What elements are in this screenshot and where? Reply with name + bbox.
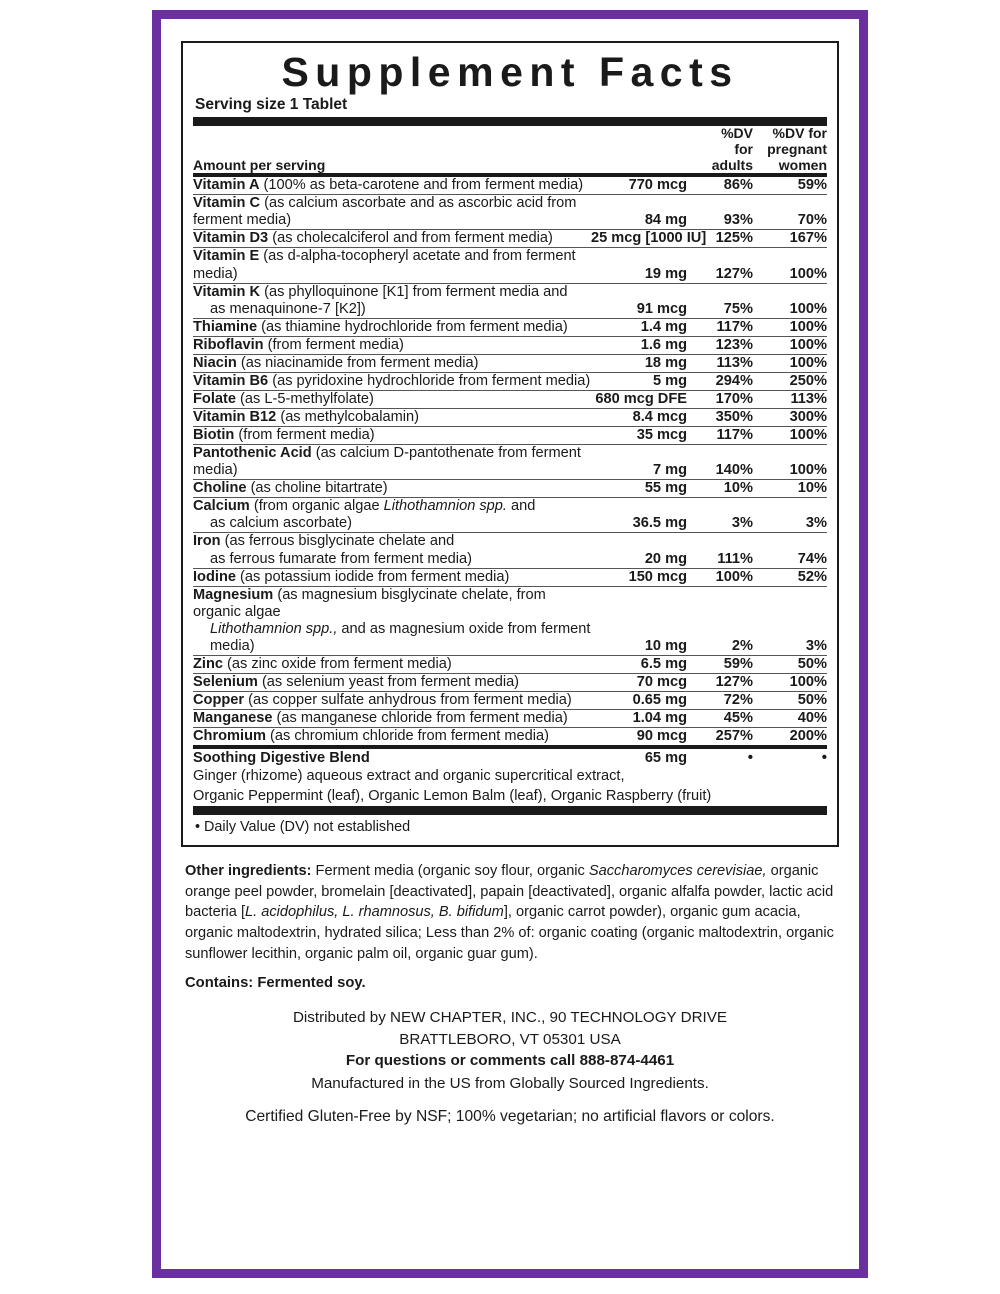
nutrient-dv-pregnant: 59% xyxy=(797,177,827,194)
questions-phone: For questions or comments call 888-874-4461 xyxy=(345,1052,675,1070)
table-row xyxy=(193,427,827,445)
nutrient-name: Magnesium xyxy=(193,586,274,603)
blend-amount: 65 mg xyxy=(644,749,687,766)
nutrient-dv-adults: 123% xyxy=(687,336,753,354)
nutrient-cell xyxy=(193,248,591,283)
nutrient-dv-adults: 86% xyxy=(723,177,753,194)
nutrient-dv-pregnant: 50% xyxy=(753,692,827,710)
distributor-info xyxy=(181,1007,839,1072)
nutrient-cell xyxy=(193,533,591,568)
nutrient-description: (as calcium D-pantothenate from ferment media) xyxy=(193,445,581,479)
nutrient-cell xyxy=(193,336,591,354)
table-row xyxy=(193,354,827,372)
dv-pregnant-line2: pregnant xyxy=(767,140,827,157)
nutrient-description: (as magnesium bisglycinate chelate, from organic algae xyxy=(193,586,546,620)
blend-table xyxy=(193,749,827,806)
table-row xyxy=(193,372,827,390)
nutrient-description: (as potassium iodide from ferment media) xyxy=(235,568,510,585)
dv-pregnant-header xyxy=(753,126,827,173)
nutrient-amount: 18 mg xyxy=(591,354,687,372)
nutrient-name: Iron xyxy=(193,533,221,550)
table-row xyxy=(193,586,827,655)
nutrient-dv-adults: 59% xyxy=(687,655,753,673)
amount-per-serving-header: Amount per serving xyxy=(193,156,326,173)
table-row xyxy=(193,409,827,427)
serving-size-label: Serving size 1 Tablet xyxy=(195,95,348,113)
nutrient-cell xyxy=(193,728,591,746)
table-row xyxy=(193,336,827,354)
nutrient-cell xyxy=(193,372,591,390)
nutrient-dv-adults: 140% xyxy=(687,445,753,480)
table-row xyxy=(193,533,827,568)
nutrient-dv-pregnant: 40% xyxy=(753,710,827,728)
nutrient-dv-pregnant: 74% xyxy=(753,533,827,568)
nutrient-dv-adults: 117% xyxy=(687,427,753,445)
certified-statement: Certified Gluten-Free by NSF; 100% vegetarian; no artificial flavors or colors. xyxy=(245,1107,775,1125)
nutrient-dv-adults: 170% xyxy=(687,390,753,408)
nutrient-description: (as chromium chloride from ferment media) xyxy=(265,728,550,745)
nutrient-description: (as calcium ascorbate and as ascorbic acid from ferment media) xyxy=(193,195,577,229)
nutrient-amount: 19 mg xyxy=(591,248,687,283)
other-ingredients-text-1: Ferment media (organic soy flour, organic xyxy=(311,863,589,880)
nutrient-amount: 25 mcg [1000 IU] xyxy=(591,230,707,247)
table-row xyxy=(193,480,827,498)
table-row xyxy=(193,283,827,318)
nutrient-cell xyxy=(193,390,591,408)
nutrient-dv-adults: 127% xyxy=(687,673,753,691)
nutrient-name: Calcium xyxy=(193,498,250,515)
nutrient-amount: 84 mg xyxy=(591,195,687,230)
nutrient-name: Thiamine xyxy=(193,318,258,335)
nutrient-name: Choline xyxy=(193,480,247,497)
nutrient-dv-pregnant: 100% xyxy=(753,318,827,336)
nutrient-description: (as choline bitartrate) xyxy=(246,480,388,497)
table-row xyxy=(193,673,827,691)
nutrient-cell xyxy=(193,230,591,248)
nutrient-name: Pantothenic Acid xyxy=(193,445,312,462)
nutrient-amount: 770 mcg xyxy=(628,177,687,194)
nutrient-dv-adults: 111% xyxy=(687,533,753,568)
nutrient-cell xyxy=(193,568,591,586)
nutrient-dv-pregnant: 3% xyxy=(753,498,827,533)
nutrient-name: Zinc xyxy=(193,655,223,672)
nutrient-amount: 1.4 mg xyxy=(591,318,687,336)
nutrient-description-line2: as calcium ascorbate) xyxy=(210,515,352,532)
nutrient-description: (from ferment media) xyxy=(234,427,375,444)
nutrient-description-line2: Lithothamnion spp., and as magnesium oxide from ferment media) xyxy=(210,620,591,654)
nutrient-amount: 90 mcg xyxy=(591,728,687,746)
nutrient-dv-pregnant: 300% xyxy=(753,409,827,427)
nutrient-cell xyxy=(193,445,591,480)
nutrient-description: (as selenium yeast from ferment media) xyxy=(257,673,520,690)
nutrient-description: (as ferrous bisglycinate chelate and xyxy=(220,533,455,550)
nutrient-dv-pregnant: 250% xyxy=(753,372,827,390)
other-ingredients-label: Other ingredients: xyxy=(185,863,312,880)
nutrient-name: Chromium xyxy=(193,728,266,745)
nutrient-dv-adults: 2% xyxy=(687,586,753,655)
nutrient-amount: 0.65 mg xyxy=(591,692,687,710)
nutrient-rows-table xyxy=(193,177,827,745)
nutrient-description: (from organic algae Lithothamnion spp. and xyxy=(249,498,536,515)
nutrient-amount: 150 mcg xyxy=(591,568,687,586)
table-row xyxy=(193,655,827,673)
nutrient-name: Biotin xyxy=(193,427,235,444)
blend-item-line1: Ginger (rhizome) aqueous extract and organic supercritical extract, xyxy=(193,768,625,785)
nutrient-amount: 1.04 mg xyxy=(591,710,687,728)
nutrient-description: (as methylcobalamin) xyxy=(276,409,420,426)
nutrient-description: (as thiamine hydrochloride from ferment media) xyxy=(257,318,568,335)
nutrient-dv-pregnant: 100% xyxy=(753,427,827,445)
nutrient-name: Vitamin D3 xyxy=(193,230,269,247)
nutrient-dv-pregnant: 100% xyxy=(753,283,827,318)
nutrient-cell xyxy=(193,480,591,498)
nutrient-cell xyxy=(193,710,591,728)
nutrient-amount: 36.5 mg xyxy=(591,498,687,533)
nutrient-description-line2: as ferrous fumarate from ferment media) xyxy=(210,550,472,567)
nutrient-amount: 8.4 mcg xyxy=(591,409,687,427)
table-row xyxy=(193,318,827,336)
table-row xyxy=(193,692,827,710)
supplement-facts-panel xyxy=(181,41,839,847)
nutrient-cell xyxy=(193,354,591,372)
distributor-line1: Distributed by NEW CHAPTER, INC., 90 TECHNOLOGY DRIVE xyxy=(292,1009,728,1027)
nutrient-dv-pregnant: 200% xyxy=(753,728,827,746)
nutrient-dv-adults: 350% xyxy=(687,409,753,427)
nutrient-dv-pregnant: 113% xyxy=(753,390,827,408)
nutrient-name: Vitamin E xyxy=(193,248,260,265)
nutrient-description: (as copper sulfate anhydrous from ferment media) xyxy=(244,692,572,709)
nutrient-name: Copper xyxy=(193,692,245,709)
nutrient-description: (as phylloquinone [K1] from ferment media and xyxy=(260,283,568,300)
dv-pregnant-line3: women xyxy=(778,156,827,173)
nutrient-cell xyxy=(193,673,591,691)
table-row xyxy=(193,728,827,746)
nutrient-dv-pregnant: 50% xyxy=(753,655,827,673)
dv-adults-line1: %DV xyxy=(721,125,753,142)
page-title: Supplement Facts xyxy=(281,49,739,95)
nutrient-dv-pregnant: 10% xyxy=(753,480,827,498)
nutrient-amount: 70 mcg xyxy=(591,673,687,691)
nutrient-dv-pregnant: 52% xyxy=(753,568,827,586)
nutrient-description: (100% as beta-carotene and from ferment media) xyxy=(259,177,584,194)
nutrient-name: Vitamin K xyxy=(193,283,261,300)
nutrient-dv-adults: 125% xyxy=(687,230,753,248)
nutrient-cell xyxy=(193,318,591,336)
distributor-line2: BRATTLEBORO, VT 05301 USA xyxy=(399,1030,621,1048)
blend-items-row xyxy=(193,767,827,806)
nutrient-dv-pregnant: 3% xyxy=(753,586,827,655)
blend-item-line2: Organic Peppermint (leaf), Organic Lemon Balm (leaf), Organic Raspberry (fruit) xyxy=(193,787,712,804)
label-content-area xyxy=(161,19,859,1269)
other-ingredients-text-3: ], organic carrot powder), organic gum acacia, organic maltodextrin, hydrated silica; Less than 2% of: organic coating (organic maltodextrin, organic sunflower lecithin, organic palm oil, organic guar gum). xyxy=(185,904,834,962)
purple-border-frame xyxy=(152,10,868,1278)
dv-adults-header xyxy=(687,126,753,173)
nutrient-dv-adults: 10% xyxy=(687,480,753,498)
nutrient-cell xyxy=(193,427,591,445)
nutrient-cell xyxy=(193,177,591,195)
nutrient-cell xyxy=(193,655,591,673)
nutrient-cell xyxy=(193,498,591,533)
nutrient-dv-adults: 45% xyxy=(687,710,753,728)
nutrient-dv-adults: 294% xyxy=(687,372,753,390)
nutrient-description-line2: as menaquinone-7 [K2]) xyxy=(210,300,366,317)
nutrient-amount: 5 mg xyxy=(591,372,687,390)
blend-row xyxy=(193,749,827,767)
table-row xyxy=(193,390,827,408)
table-row xyxy=(193,230,827,248)
nutrient-description: (as manganese chloride from ferment media) xyxy=(272,710,568,727)
nutrient-description: (as zinc oxide from ferment media) xyxy=(223,655,452,672)
table-header-row xyxy=(193,126,827,173)
nutrient-name: Vitamin C xyxy=(193,195,261,212)
table-row xyxy=(193,498,827,533)
nutrient-amount: 35 mcg xyxy=(591,427,687,445)
nutrient-name: Vitamin B6 xyxy=(193,372,269,389)
manufactured-statement: Manufactured in the US from Globally Sourced Ingredients. xyxy=(311,1074,709,1092)
nutrient-dv-adults: 257% xyxy=(687,728,753,746)
blend-name: Soothing Digestive Blend xyxy=(193,749,370,766)
nutrient-amount: 7 mg xyxy=(591,445,687,480)
nutrient-dv-adults: 113% xyxy=(687,354,753,372)
nutrient-amount: 6.5 mg xyxy=(591,655,687,673)
nutrient-name: Vitamin A xyxy=(193,177,260,194)
nutrient-dv-adults: 75% xyxy=(687,283,753,318)
nutrient-dv-adults: 100% xyxy=(687,568,753,586)
other-ingredients-italic-1: Saccharomyces cerevisiae, xyxy=(588,863,767,880)
nutrient-cell xyxy=(193,586,591,655)
nutrient-description: (as cholecalciferol and from ferment media) xyxy=(268,230,553,247)
other-ingredients xyxy=(185,861,837,964)
nutrition-table xyxy=(193,126,827,173)
nutrient-description: (as pyridoxine hydrochloride from ferment media) xyxy=(268,372,591,389)
nutrient-cell xyxy=(193,195,591,230)
nutrient-cell xyxy=(193,409,591,427)
nutrient-dv-adults: 127% xyxy=(687,248,753,283)
nutrient-name: Manganese xyxy=(193,710,273,727)
nutrient-amount: 10 mg xyxy=(591,586,687,655)
nutrient-description: (as d-alpha-tocopheryl acetate and from ferment media) xyxy=(193,248,576,282)
nutrient-amount: 680 mcg DFE xyxy=(591,390,687,408)
nutrient-dv-pregnant: 100% xyxy=(753,445,827,480)
nutrient-cell xyxy=(193,692,591,710)
table-row xyxy=(193,710,827,728)
nutrient-amount: 20 mg xyxy=(591,533,687,568)
nutrient-cell xyxy=(193,283,591,318)
nutrient-amount: 55 mg xyxy=(591,480,687,498)
dv-adults-line2: for xyxy=(734,140,753,157)
nutrient-amount: 91 mcg xyxy=(591,283,687,318)
table-row xyxy=(193,177,827,195)
nutrient-name: Selenium xyxy=(193,673,258,690)
nutrient-dv-adults: 93% xyxy=(687,195,753,230)
nutrient-dv-pregnant: 70% xyxy=(753,195,827,230)
nutrient-name: Iodine xyxy=(193,568,236,585)
nutrient-dv-adults: 3% xyxy=(687,498,753,533)
nutrient-name: Niacin xyxy=(193,354,237,371)
other-ingredients-text-2: organic orange peel powder, bromelain [deactivated], papain [deactivated], organic alfalfa powder, lactic acid bacteria [ xyxy=(185,863,834,921)
nutrient-name: Riboflavin xyxy=(193,336,264,353)
nutrient-name: Vitamin B12 xyxy=(193,409,277,426)
nutrient-amount: 1.6 mg xyxy=(591,336,687,354)
nutrient-dv-pregnant: 100% xyxy=(753,354,827,372)
divider-thick-bottom xyxy=(193,806,827,815)
other-ingredients-italic-2: L. acidophilus, L. rhamnosus, B. bifidum xyxy=(245,904,504,921)
blend-dv-adults: • xyxy=(747,749,753,767)
daily-value-footnote: • Daily Value (DV) not established xyxy=(195,819,411,836)
dv-pregnant-line1: %DV for xyxy=(772,125,827,142)
nutrient-description: (from ferment media) xyxy=(263,336,404,353)
table-row xyxy=(193,445,827,480)
nutrient-dv-pregnant: 167% xyxy=(753,230,827,248)
nutrient-dv-pregnant: 100% xyxy=(753,336,827,354)
nutrient-description: (as L-5-methylfolate) xyxy=(235,390,374,407)
dv-adults-line3: adults xyxy=(711,156,753,173)
nutrient-dv-pregnant: 100% xyxy=(753,248,827,283)
nutrient-dv-adults: 72% xyxy=(687,692,753,710)
nutrient-name: Folate xyxy=(193,390,236,407)
contains-statement: Contains: Fermented soy. xyxy=(185,975,366,992)
table-row xyxy=(193,248,827,283)
table-row xyxy=(193,195,827,230)
nutrient-dv-pregnant: 100% xyxy=(753,673,827,691)
nutrient-dv-adults: 117% xyxy=(687,318,753,336)
nutrient-description: (as niacinamide from ferment media) xyxy=(236,354,479,371)
blend-dv-pregnant: • xyxy=(821,749,827,767)
blend-items xyxy=(193,767,827,806)
table-row xyxy=(193,568,827,586)
